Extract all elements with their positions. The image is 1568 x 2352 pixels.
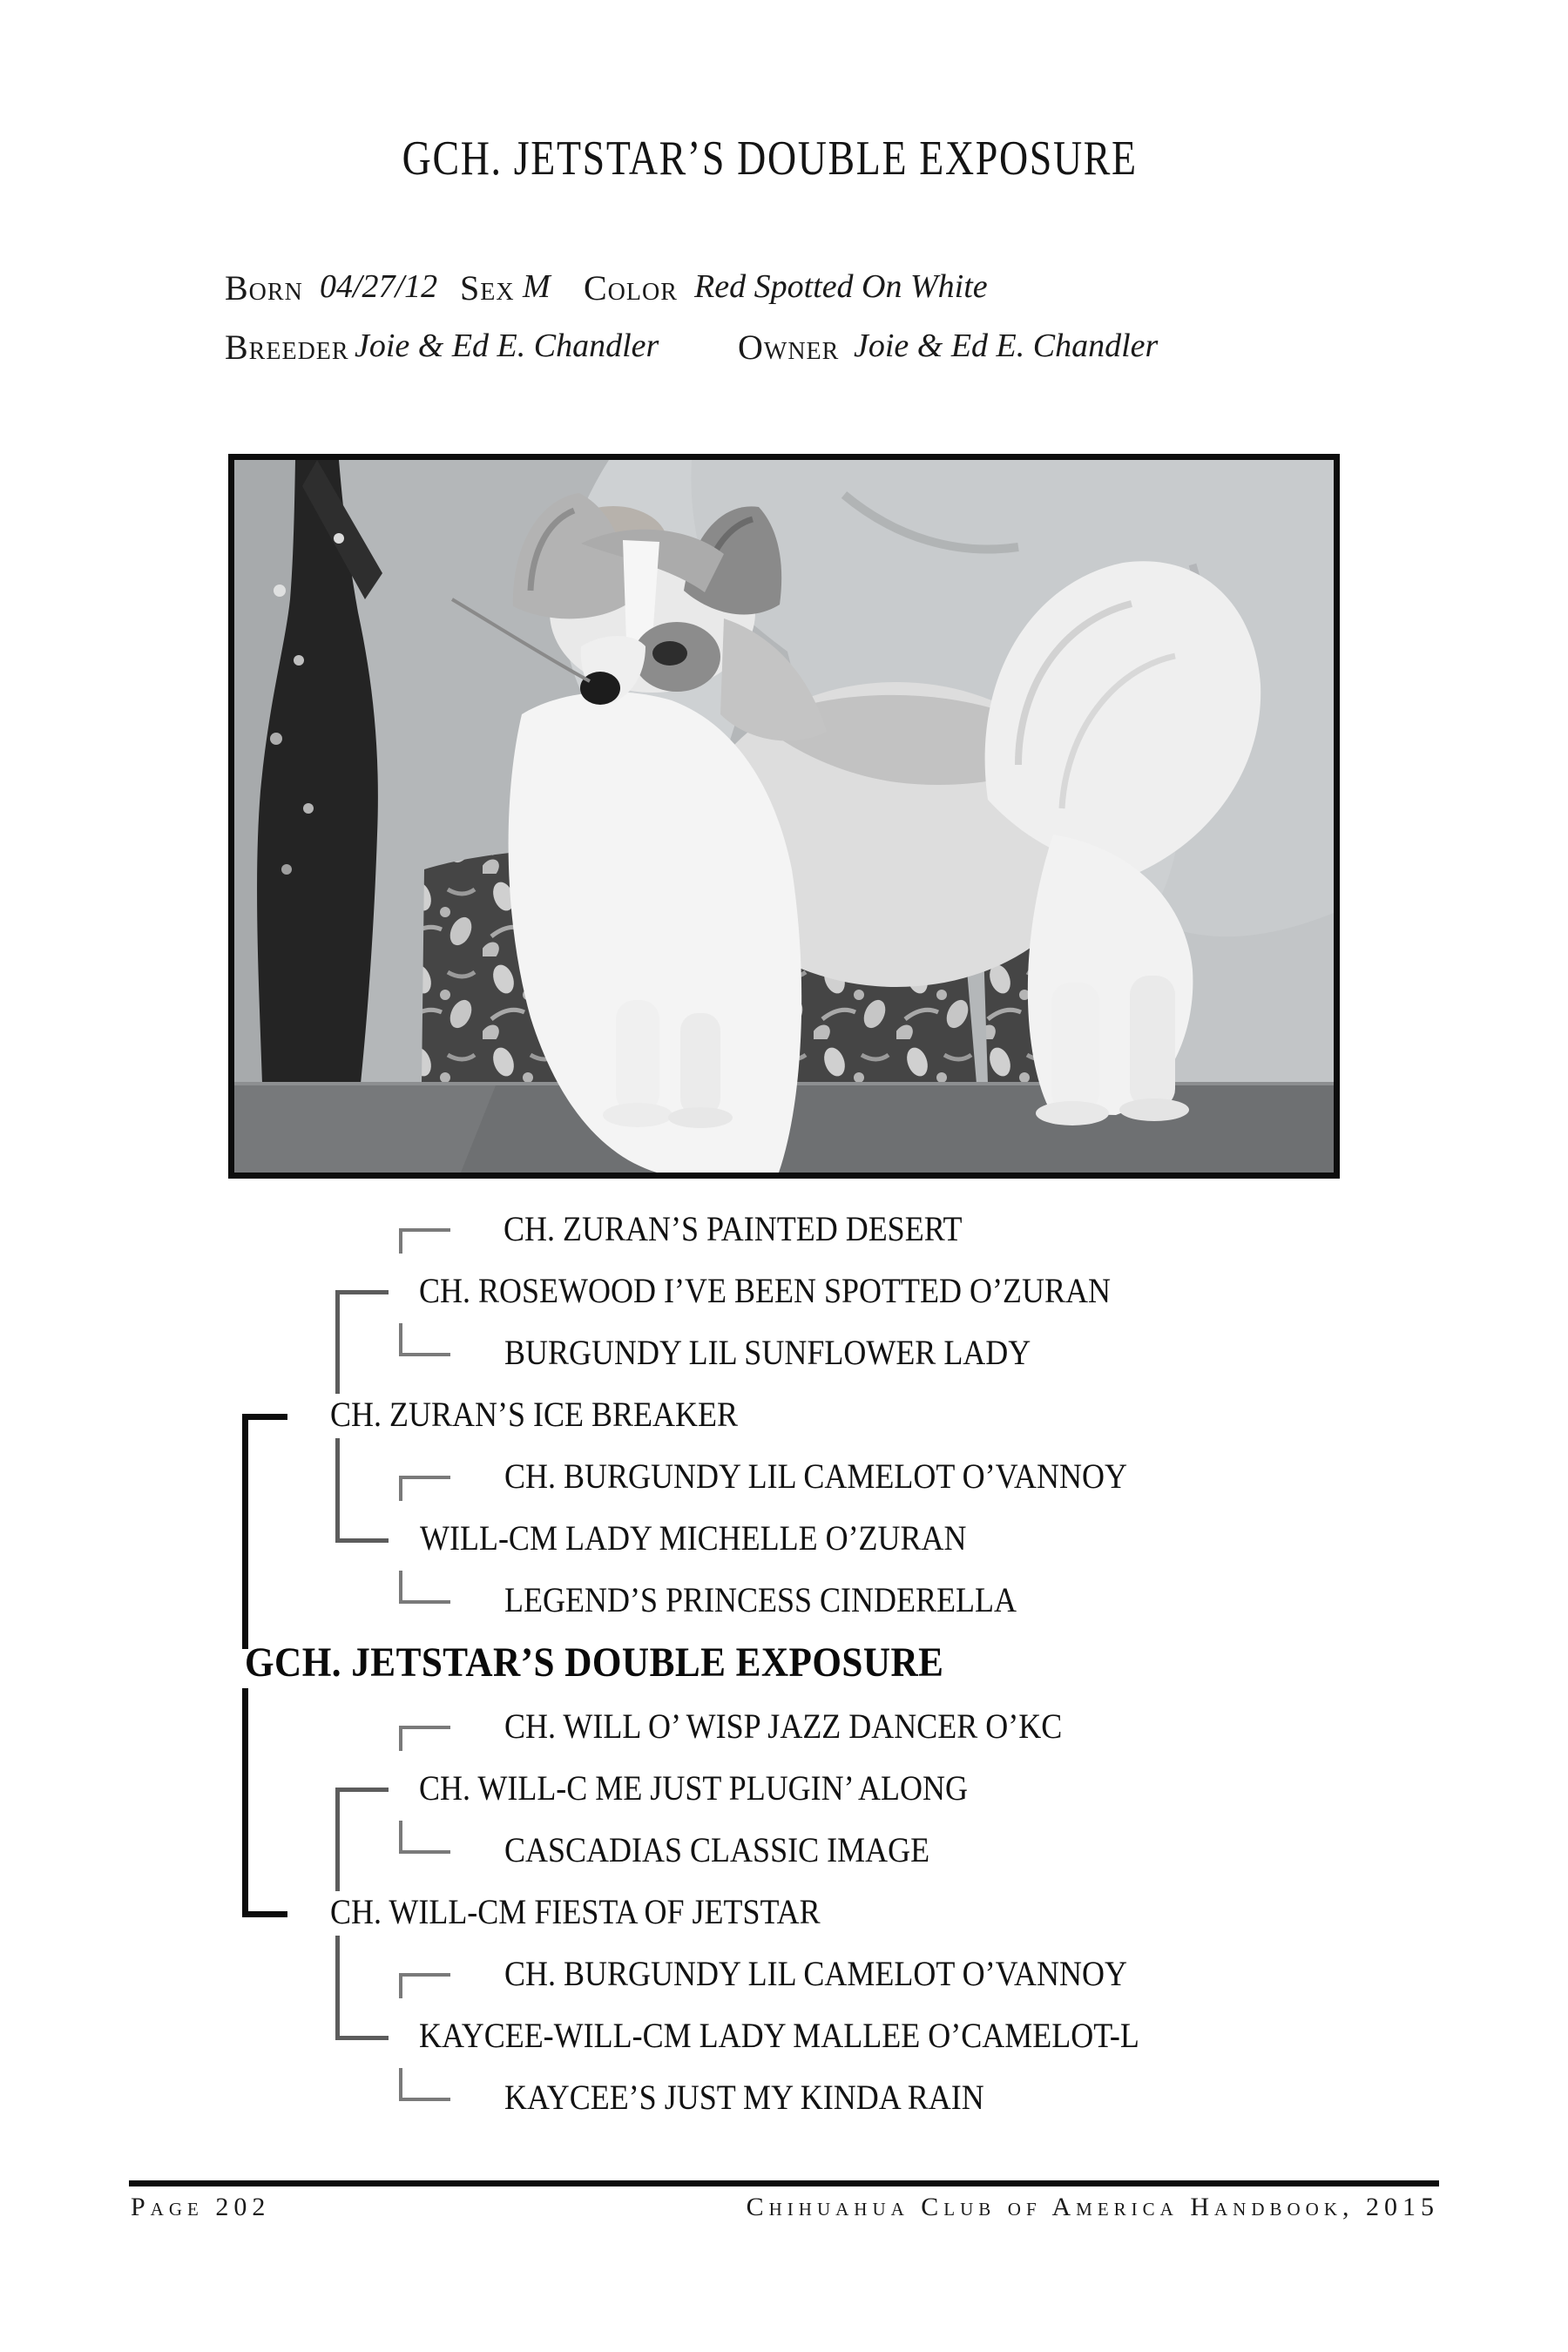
pedigree-row-gen2-sire: CH. ROSEWOOD I’VE BEEN SPOTTED O’ZURAN: [419, 1271, 1111, 1310]
connector-painted-desert: [399, 1228, 450, 1254]
connector-lady-mallee: [335, 1936, 389, 2040]
pedigree-row-gen3-dam: CASCADIAS CLASSIC IMAGE: [504, 1830, 930, 1869]
pedigree-row-gen2-dam: WILL-CM LADY MICHELLE O’ZURAN: [420, 1518, 967, 1558]
pedigree-row-sire: CH. ZURAN’S ICE BREAKER: [330, 1395, 739, 1434]
breeder-value: Joie & Ed E. Chandler: [355, 328, 659, 364]
born-label: Born: [225, 268, 303, 308]
sex-label: Sex: [460, 268, 515, 308]
connector-sunflower-lady: [399, 1323, 450, 1356]
footer-handbook-title: Chihuahua Club of America Handbook, 2015: [746, 2193, 1439, 2221]
connector-fiesta: [242, 1688, 287, 1917]
pedigree-row-gen2-sire: CH. WILL-C ME JUST PLUGIN’ ALONG: [419, 1768, 968, 1808]
color-label: Color: [584, 268, 678, 308]
connector-princess-cinderella: [399, 1571, 450, 1604]
color-value: Red Spotted On White: [694, 268, 988, 305]
footer-rule: [129, 2180, 1439, 2186]
owner-value: Joie & Ed E. Chandler: [854, 328, 1159, 364]
breeder-label: Breeder: [225, 328, 349, 367]
pedigree-row-gen2-dam: KAYCEE-WILL-CM LADY MALLEE O’CAMELOT-L: [419, 2016, 1139, 2055]
dog-eye: [652, 641, 687, 666]
page-title: GCH. JETSTAR’S DOUBLE EXPOSURE: [402, 132, 1139, 186]
pedigree-row-gen3-sire: CH. WILL O’ WISP JAZZ DANCER O’KC: [504, 1707, 1063, 1746]
connector-classic-image: [399, 1821, 450, 1854]
pedigree-row-gen3-dam: KAYCEE’S JUST MY KINDA RAIN: [504, 2078, 984, 2117]
dog-photo: [228, 454, 1340, 1179]
page-title-wrap: [0, 131, 1540, 186]
footer-page-number: Page 202: [131, 2193, 271, 2221]
connector-lady-michelle: [335, 1438, 389, 1543]
dog-nose: [580, 672, 620, 705]
connector-ice-breaker: [242, 1414, 287, 1649]
connector-camelot-ovannoy-2: [399, 1973, 450, 1998]
born-value: 04/27/12: [320, 268, 438, 305]
dog-photo-illustration: [234, 460, 1334, 1173]
connector-jazz-dancer: [399, 1726, 450, 1751]
pedigree-row-gen3-sire: CH. ZURAN’S PAINTED DESERT: [504, 1209, 963, 1248]
pedigree-row-gen3-dam: BURGUNDY LIL SUNFLOWER LADY: [504, 1333, 1031, 1372]
connector-just-plugin-along: [335, 1788, 389, 1891]
sex-value: M: [523, 268, 551, 305]
pedigree-row-gen3-sire: CH. BURGUNDY LIL CAMELOT O’VANNOY: [504, 1954, 1127, 1993]
owner-label: Owner: [738, 328, 840, 367]
connector-kinda-rain: [399, 2068, 450, 2101]
pedigree-row-subject: GCH. JETSTAR’S DOUBLE EXPOSURE: [245, 1639, 944, 1686]
pedigree-row-gen3-dam: LEGEND’S PRINCESS CINDERELLA: [504, 1580, 1017, 1619]
pedigree-row-dam: CH. WILL-CM FIESTA OF JETSTAR: [330, 1892, 821, 1931]
connector-rosewood: [335, 1290, 389, 1394]
pedigree-row-gen3-sire: CH. BURGUNDY LIL CAMELOT O’VANNOY: [504, 1456, 1127, 1496]
connector-camelot-ovannoy-1: [399, 1476, 450, 1501]
